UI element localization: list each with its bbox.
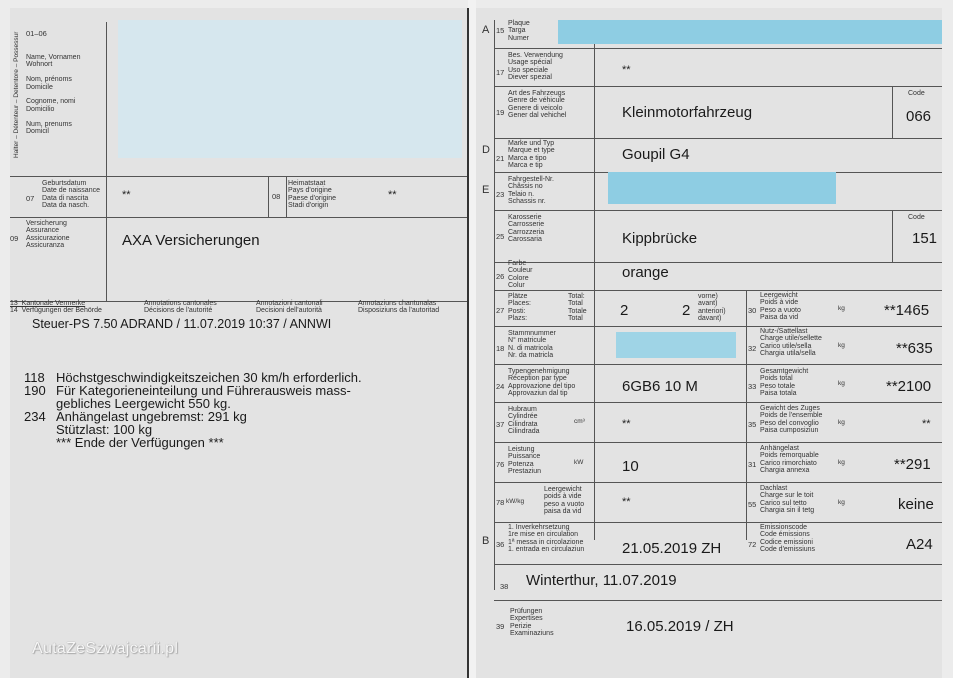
inspection-label: Prüfungen Expertises Perizie Examinaziuns: [510, 608, 554, 638]
displacement-value: **: [622, 418, 631, 430]
special-usage-value: **: [622, 64, 631, 76]
annotations-it: Annotazioni cantonali Decisioni dell'autorità: [256, 300, 323, 315]
power-value: 10: [622, 458, 639, 475]
field-25-num: 25: [496, 232, 505, 241]
vehicle-type-label: Art des Fahrzeugs Genre de véhicule Genere di veicolo Gener dal vehichel: [508, 90, 567, 120]
field-19-num: 19: [496, 108, 505, 117]
registration-right-page: [476, 8, 942, 678]
page-separator: [467, 8, 469, 678]
make-model-label: Marke und Typ Marque et type Marca e tipo Marca e tip: [508, 140, 555, 170]
field-78-num: 78: [496, 498, 505, 507]
inspection-value: 16.05.2019 / ZH: [626, 618, 734, 635]
insurance-value: AXA Versicherungen: [122, 232, 260, 249]
power-unit: kW: [574, 459, 584, 466]
emission-code-value: A24: [906, 536, 933, 553]
master-number-label: Stammnummer N° matricule N. di matricola Nr. da matricla: [508, 330, 556, 360]
field-09-num: 09: [10, 234, 19, 243]
displacement-unit: cm³: [574, 418, 585, 425]
note-text: Anhängelast ungebremst: 291 kg: [56, 409, 247, 424]
empty-weight-value: **1465: [884, 302, 930, 319]
note-text: Für Kategorieneinteilung und Führerausweis mass-: [56, 383, 351, 398]
type-approval-label: Typengenehmigung Réception par type Approvazione del tipo Approvaziun dal tip: [508, 368, 576, 398]
field-32-num: 32: [748, 344, 757, 353]
front-seats-value: 2: [682, 302, 691, 319]
field-30-num: 30: [748, 306, 757, 315]
seats-label: Plätze Places: Posti: Plazs:: [508, 293, 531, 323]
power-weight-value: **: [622, 496, 631, 508]
kg-unit: kg: [838, 380, 845, 387]
first-registration-label: 1. Inverkehrsetzung 1re mise en circulation 1ª messa in circolazione 1. entrada en circulaziun: [508, 524, 585, 554]
field-36-num: 36: [496, 540, 505, 549]
cantonal-notes-label: 13 Kantonale Vermerke: [10, 300, 86, 307]
trailer-load-label: Anhängelast Poids remorquable Carico rimorchiato Chargia annexa: [760, 445, 819, 475]
body-type-code: 151: [912, 230, 938, 247]
birthdate-label: Geburtsdatum Date de naissance Data di nascita Data da nasch.: [42, 180, 100, 210]
vehicle-type-code: 066: [906, 108, 932, 125]
field-55-num: 55: [748, 500, 757, 509]
field-35-num: 35: [748, 420, 757, 429]
redacted-plate: [558, 20, 942, 44]
field-26-num: 26: [496, 272, 505, 281]
field-07-num: 07: [26, 194, 35, 203]
note-code: 118: [24, 370, 45, 385]
redacted-chassis: [608, 172, 836, 204]
kg-unit: kg: [838, 499, 845, 506]
field-24-num: 24: [496, 382, 505, 391]
field-18-num: 18: [496, 344, 505, 353]
payload-label: Nutz-/Sattellast Charge utile/sellette Carico utile/sella Chargia utila/sella: [760, 328, 822, 358]
field-37-num: 37: [496, 420, 505, 429]
redacted-holder-name: [118, 20, 462, 158]
holder-labels: Name, Vornamen Wohnort Nom, prénoms Domicile Cognome, nomi Domicilio Num, prenums Domicil: [26, 54, 81, 136]
watermark: AutaZeSzwajcarii.pl: [32, 640, 179, 657]
page-gap: [468, 0, 476, 678]
issue-place-date: Winterthur, 11.07.2019: [526, 572, 677, 589]
section-letter-e: E: [482, 184, 490, 196]
color-value: orange: [622, 264, 669, 281]
note-code: 234: [24, 409, 46, 424]
first-registration-value: 21.05.2019 ZH: [622, 540, 722, 557]
annotations-rm: Annotaziuns chantunalas Disposiziuns da l'autoritad: [358, 300, 440, 315]
chassis-label: Fahrgestell-Nr. Châssis no Telaio n. Schassis nr.: [508, 176, 554, 206]
field-01-06: 01–06: [26, 29, 47, 38]
power-weight-unit: kW/kg: [506, 498, 525, 505]
birthdate-value: **: [122, 189, 131, 201]
body-type-value: Kippbrücke: [622, 230, 698, 247]
field-23-num: 23: [496, 190, 505, 199]
note-text: Stützlast: 100 kg: [56, 422, 153, 437]
note-code: 190: [24, 383, 46, 398]
field-39-num: 39: [496, 622, 505, 631]
empty-weight-label: Leergewicht Poids à vide Peso a vuoto Paisa da vid: [760, 292, 801, 322]
color-label: Farbe Couleur Colore Colur: [508, 260, 533, 290]
field-15-num: 15: [496, 26, 505, 35]
field-72-num: 72: [748, 540, 757, 549]
section-letter-a: A: [482, 24, 490, 36]
field-17-num: 17: [496, 68, 505, 77]
kg-unit: kg: [838, 305, 845, 312]
total-weight-label: Gesamtgewicht Poids total Peso totale Paisa totala: [760, 368, 809, 398]
tax-line: Steuer-PS 7.50 ADRAND / 11.07.2019 10:37 / ANNWI: [32, 317, 332, 331]
make-model-value: Goupil G4: [622, 146, 690, 163]
special-usage-label: Bes. Verwendung Usage spécial Uso speciale Diever spezial: [508, 52, 563, 82]
field-21-num: 21: [496, 154, 505, 163]
plate-label: Plaque Targa Numer: [508, 20, 530, 42]
note-text: Höchstgeschwindigkeitszeichen 30 km/h erforderlich.: [56, 370, 362, 385]
section-letter-b: B: [482, 535, 490, 547]
displacement-label: Hubraum Cylindrée Cilindrata Cilindrada: [508, 406, 540, 436]
field-33-num: 33: [748, 382, 757, 391]
roof-load-value: keine: [898, 496, 934, 513]
seats-value: 2: [620, 302, 629, 319]
total-weight-value: **2100: [886, 378, 932, 395]
field-38-num: 38: [500, 582, 509, 591]
body-type-code-label: Code: [908, 214, 925, 221]
kg-unit: kg: [838, 419, 845, 426]
seats-total-label: Total: Total Totale Total: [568, 293, 587, 323]
trailer-load-value: **291: [894, 456, 931, 473]
vehicle-type-value: Kleinmotorfahrzeug: [622, 104, 753, 121]
note-text: *** Ende der Verfügungen ***: [56, 435, 224, 450]
annotations-fr: Annotations cantonales Décisions de l'autorité: [144, 300, 217, 315]
section-letter-d: D: [482, 144, 490, 156]
kg-unit: kg: [838, 342, 845, 349]
note-text: gebliches Leergewicht 550 kg.: [56, 396, 231, 411]
vehicle-type-code-label: Code: [908, 90, 925, 97]
registration-left-page: [10, 8, 468, 678]
power-weight-label: Leergewicht poids à vide peso a vuoto paisa da vid: [544, 486, 585, 516]
train-weight-label: Gewicht des Zuges Poids de l'ensemble Peso del convoglio Paisa cumposiziun: [760, 405, 823, 435]
field-31-num: 31: [748, 460, 757, 469]
field-08-num: 08: [272, 192, 281, 201]
authority-orders-label: 14 Verfügungen der Behörde: [10, 307, 102, 314]
origin-country-label: Heimatstaat Pays d'origine Paese d'origine Stadi d'origin: [288, 180, 337, 210]
kg-unit: kg: [838, 459, 845, 466]
train-weight-value: **: [922, 418, 931, 430]
holder-side-label: Halter – Détenteur – Detentore – Possessur: [13, 31, 20, 158]
power-label: Leistung Puissance Potenza Prestaziun: [508, 446, 542, 476]
origin-country-value: **: [388, 189, 397, 201]
roof-load-label: Dachlast Charge sur le toit Carico sul tetto Chargia sin il tetg: [760, 485, 815, 515]
insurance-label: Versicherung Assurance Assicurazione Assicuranza: [26, 220, 70, 250]
field-27-num: 27: [496, 306, 505, 315]
emission-code-label: Emissionscode Code émissions Codice emissioni Code d'emissiuns: [760, 524, 816, 554]
front-seats-label: vorne) avant) anteriori) davant): [698, 293, 726, 323]
body-type-label: Karosserie Carrosserie Carrozzeria Carossaria: [508, 214, 545, 244]
payload-value: **635: [896, 340, 933, 357]
redacted-master-number: [616, 332, 736, 358]
field-76-num: 76: [496, 460, 505, 469]
type-approval-value: 6GB6 10 M: [622, 378, 698, 395]
